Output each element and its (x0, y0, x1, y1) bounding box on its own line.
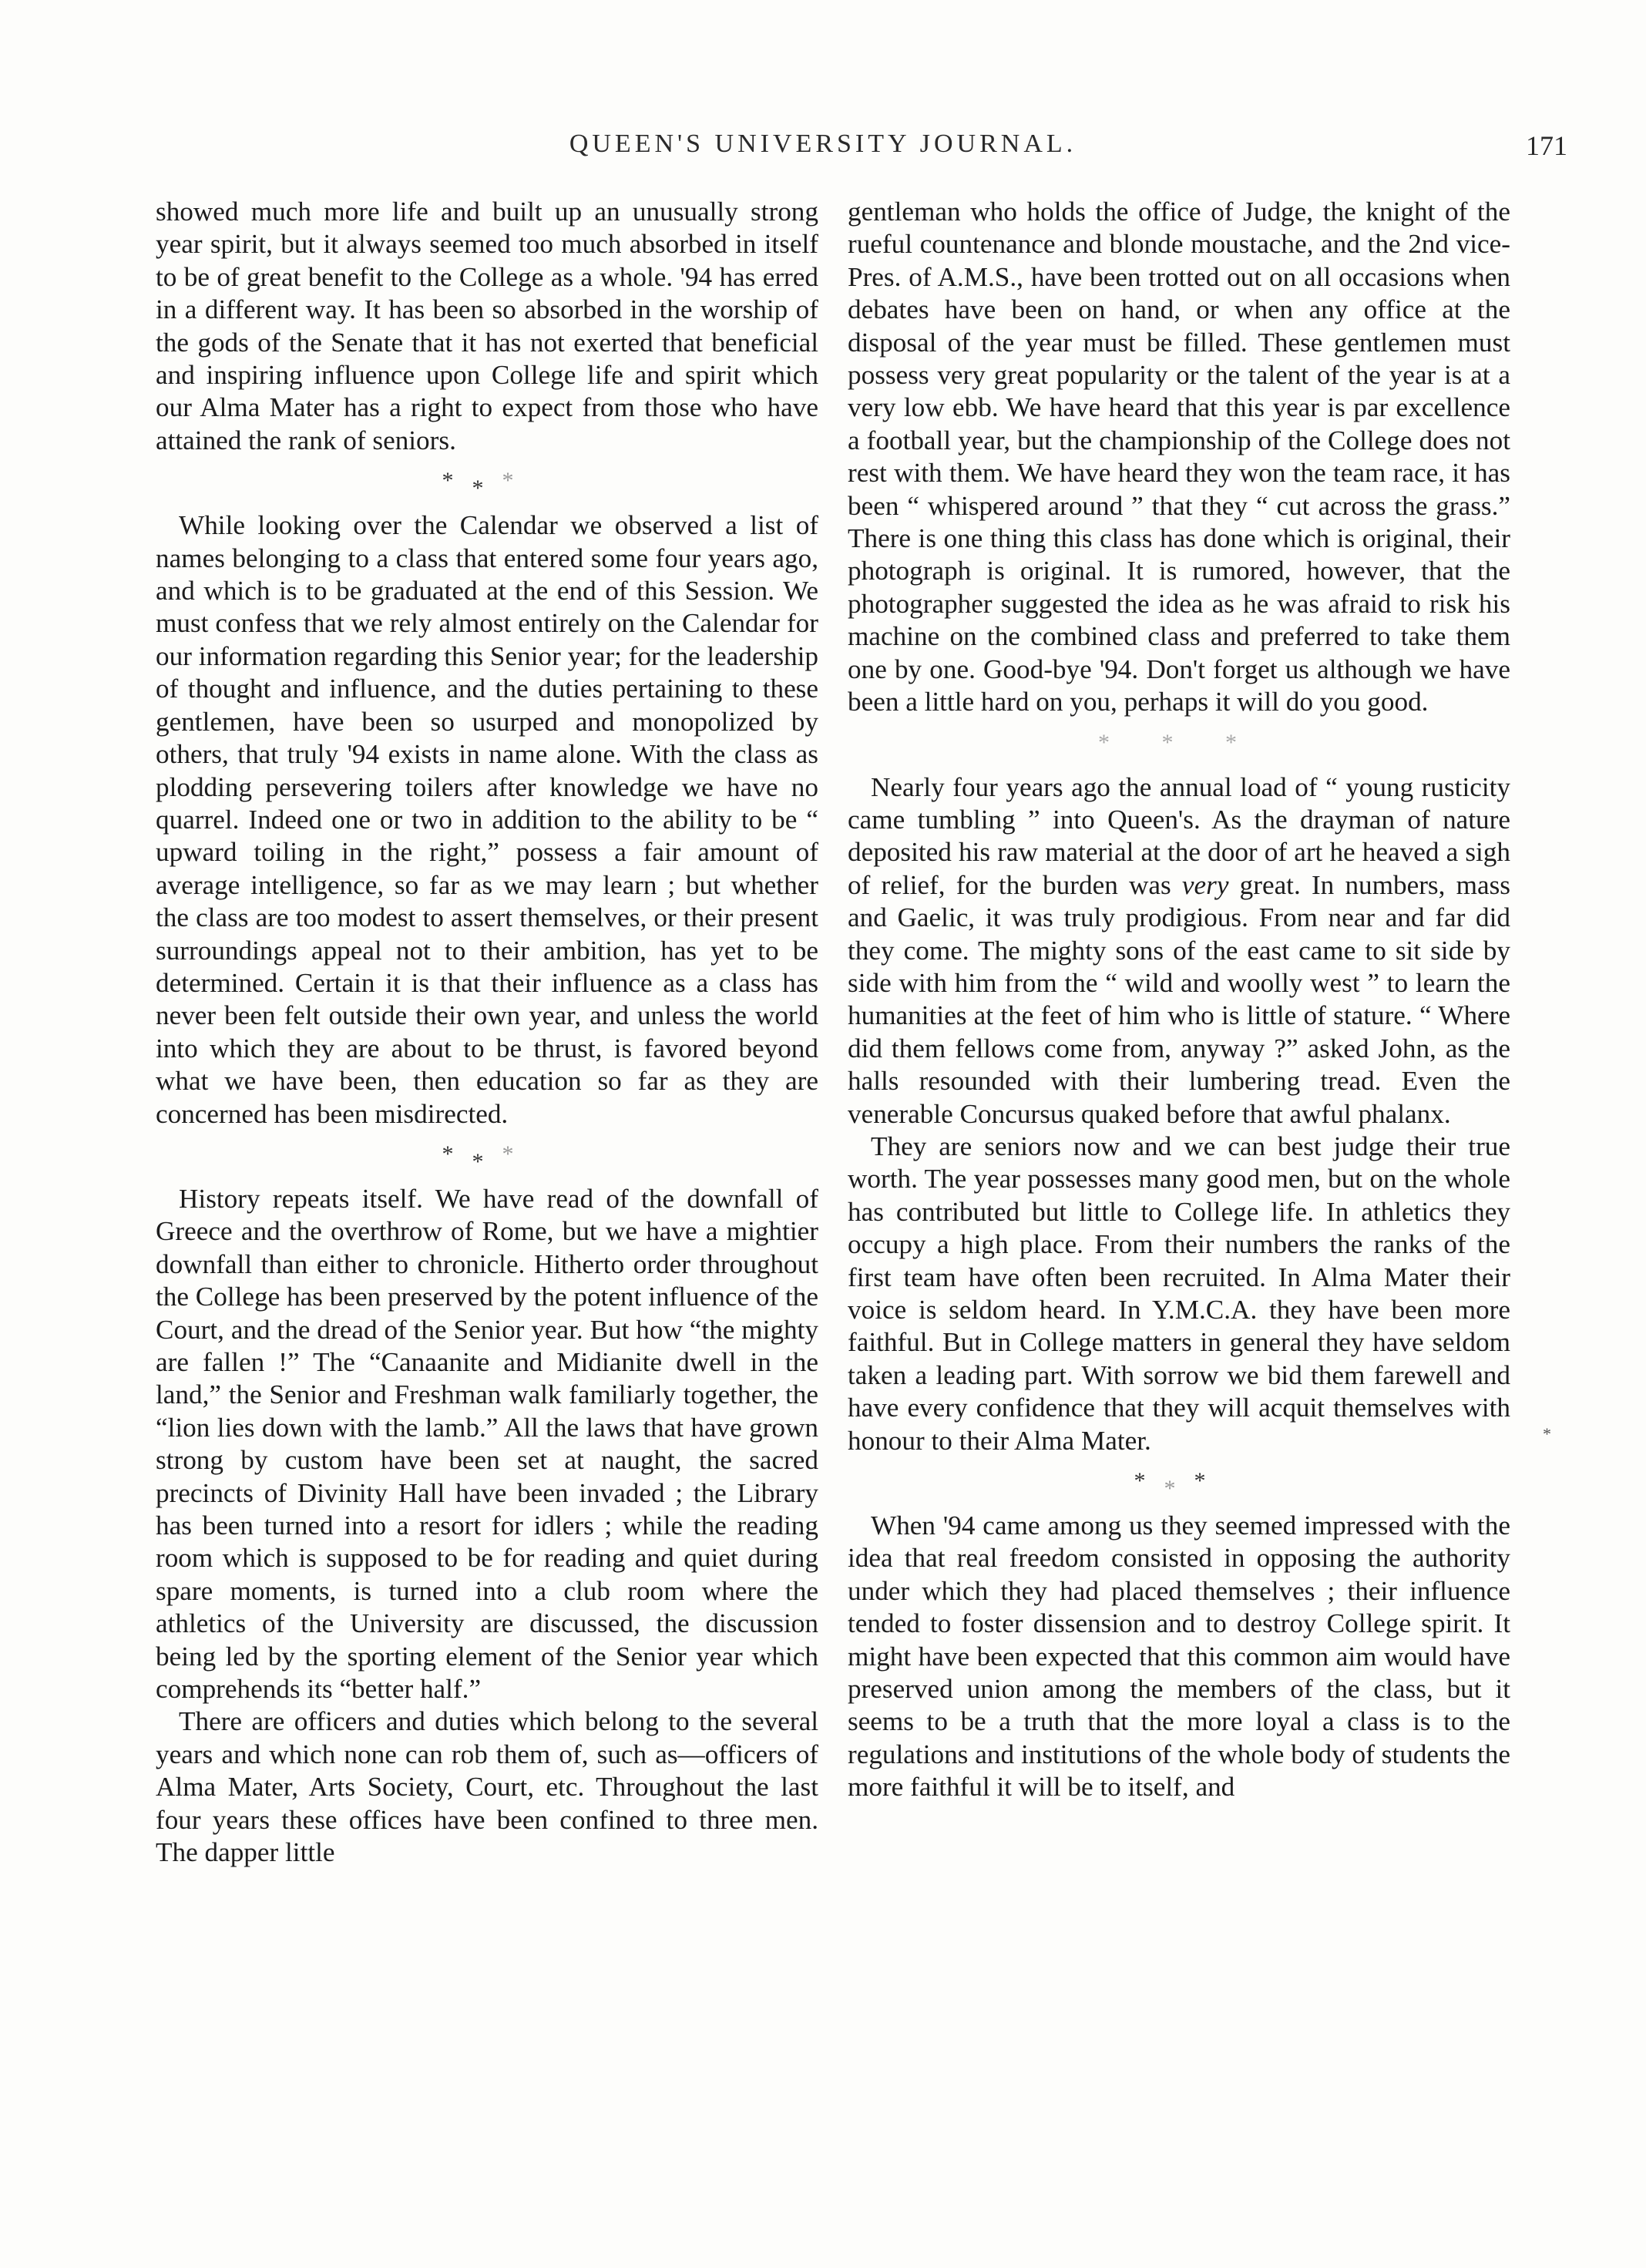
divider-star: * (472, 1148, 502, 1174)
right-column (848, 196, 1510, 1804)
left-column (156, 196, 818, 1870)
paragraph-history-repeats: History repeats itself. We have read of the downfall of Greece and the overthrow of Rome, but we have a mightier downfall than either to chronicle. Hitherto order throughout the College has been preserved by the potent influence of the Court, and the dread of the Senior year. But how “the mighty are fallen !” The “Canaanite and Midianite dwell in the land,” the Senior and Freshman walk familiarly together, the “lion lies down with the lamb.” All the laws that have grown strong by custom have been set at naught, the sacred precincts of Divinity Hall have been invaded ; the Library has been turned into a resort for idlers ; while the reading room which is supposed to be for reading and quiet during spare moments, is turned into a club room where the athletics of the University are discussed, the discussion being led by the sporting element of the Senior year which comprehends its “better half.” (156, 1183, 818, 1705)
page-number: 171 (1526, 130, 1567, 161)
divider-star: * (502, 1141, 532, 1167)
paragraph-judge-gentleman: gentleman who holds the office of Judge, the knight of the rueful countenance and blonde moustache, and the 2nd vice-Pres. of A.M.S., have been trotted out on all occasions when debates have been on hand, or when any office at the disposal of the year must be filled. These gentlemen must possess very great popularity or the talent of the year is at a very low ebb. We have heard that this year is par excellence a football year, but the championship of the College does not rest with them. We have heard they won the team race, it has been “ whispered around ” that they “ cut across the grass.” There is one thing this class has done which is original, their photograph is original. It is rumored, however, that the photographer suggested the idea as he was afraid to risk his machine on the combined class and preferred to take them one by one. Good-bye '94. Don't forget us although we have been a little hard on you, perhaps it will do you good. (848, 197, 1510, 717)
margin-mark: * (1543, 1424, 1551, 1443)
paragraph-calendar: While looking over the Calendar we observed a list of names belonging to a class that entered some four years ago, and which is to be graduated at the end of this Session. We must confess that we rely almost entirely on the Calendar for our information regarding this Senior year; for the leadership of thought and influence, and the duties pertaining to these gentlemen, have been so usurped and monopolized by others, that truly '94 exists in name alone. With the class as plodding persevering toilers after knowledge we have no quarrel. Indeed one or two in addition to the ability to be “ upward toiling in the right,” possess a fair amount of average intelligence, so far as we may learn ; but whether the class are too modest to assert themselves, or their present surroundings appeal not to their ambition, has yet to be determined. Certain it is that their influence as a class has never been felt outside their own year, and unless the world into which they are about to be thrust, is favored beyond what we have been, then education so far as they are concerned has been misdirected. (156, 510, 818, 1129)
paragraph-freedom: When '94 came among us they seemed impressed with the idea that real freedom consisted in opposing the authority under which they had placed themselves ; their influence tended to foster dissension and to destroy College spirit. It might have been expected that this common aim would have preserved union among the members of the class, but it seems to be a truth that the more loyal a class is to the regulations and institutions of the whole body of students the more faithful it will be to itself, and (848, 1510, 1510, 1803)
paragraph-text: great. In numbers, mass and Gaelic, it was truly prodigious. From near and far did they come. The mighty sons of the east came to sit side by side with him from the “ wild and woolly west ” to learn the humanities at the feet of him who is little of stature. “ Where did them fellows come from, anyway ?” asked John, as the halls resounded with their lumbering tread. Even the venerable Concursus quaked before that awful phalanx. (848, 869, 1510, 1129)
divider-star: * (1194, 1468, 1224, 1494)
section-divider (848, 1457, 1510, 1510)
paragraph-seniors-now: They are seniors now and we can best judge their true worth. The year possesses many good men, but on the whole has contributed but little to College life. In athletics they occupy a high place. From their numbers the ranks of the first team have often been recruited. In Alma Mater their voice is seldom heard. In Y.M.C.A. they have been more faithful. But in College matters in general they have seldom taken a leading part. With sorrow we bid them farewell and have every confidence that they will acquit themselves with honour to their Alma Mater. (848, 1131, 1510, 1456)
divider-star: * (472, 475, 502, 502)
paragraph-rusticity (848, 771, 1510, 1131)
paragraph-seniors-spirit: showed much more life and built up an unusually strong year spirit, but it always seemed too much absorbed in itself to be of great benefit to the College as a whole. '94 has erred in a different way. It has been so absorbed in the worship of the gods of the Senate that it has not exerted that beneficial and inspiring influence upon College life and spirit which our Alma Mater has a right to expect from those who have attained the rank of seniors. (156, 197, 818, 455)
divider-star: * (1164, 1476, 1194, 1502)
paragraph-text: Nearly four years ago the annual load of “ young rusticity came tumbling ” into Queen's. As the drayman of nature deposited his raw material at the door of art he heaved a sigh of relief, for the burden was (848, 771, 1510, 900)
emphasis-text: very (1181, 869, 1229, 900)
section-divider (156, 1131, 818, 1183)
journal-title: QUEEN'S UNIVERSITY JOURNAL. (569, 129, 1077, 158)
divider-star: * (502, 468, 532, 494)
paragraph-officers-duties: There are officers and duties which belong to the several years and which none can rob them of, such as—officers of Alma Mater, Arts Society, Court, etc. Throughout the last four years these offices have been confined to three men. The dapper little (156, 1706, 818, 1868)
divider-star: * (442, 468, 472, 494)
section-divider (156, 457, 818, 509)
section-divider: * * * (1098, 729, 1260, 755)
divider-star: * (442, 1141, 472, 1167)
running-head (0, 129, 1646, 176)
divider-star: * (1134, 1468, 1164, 1494)
